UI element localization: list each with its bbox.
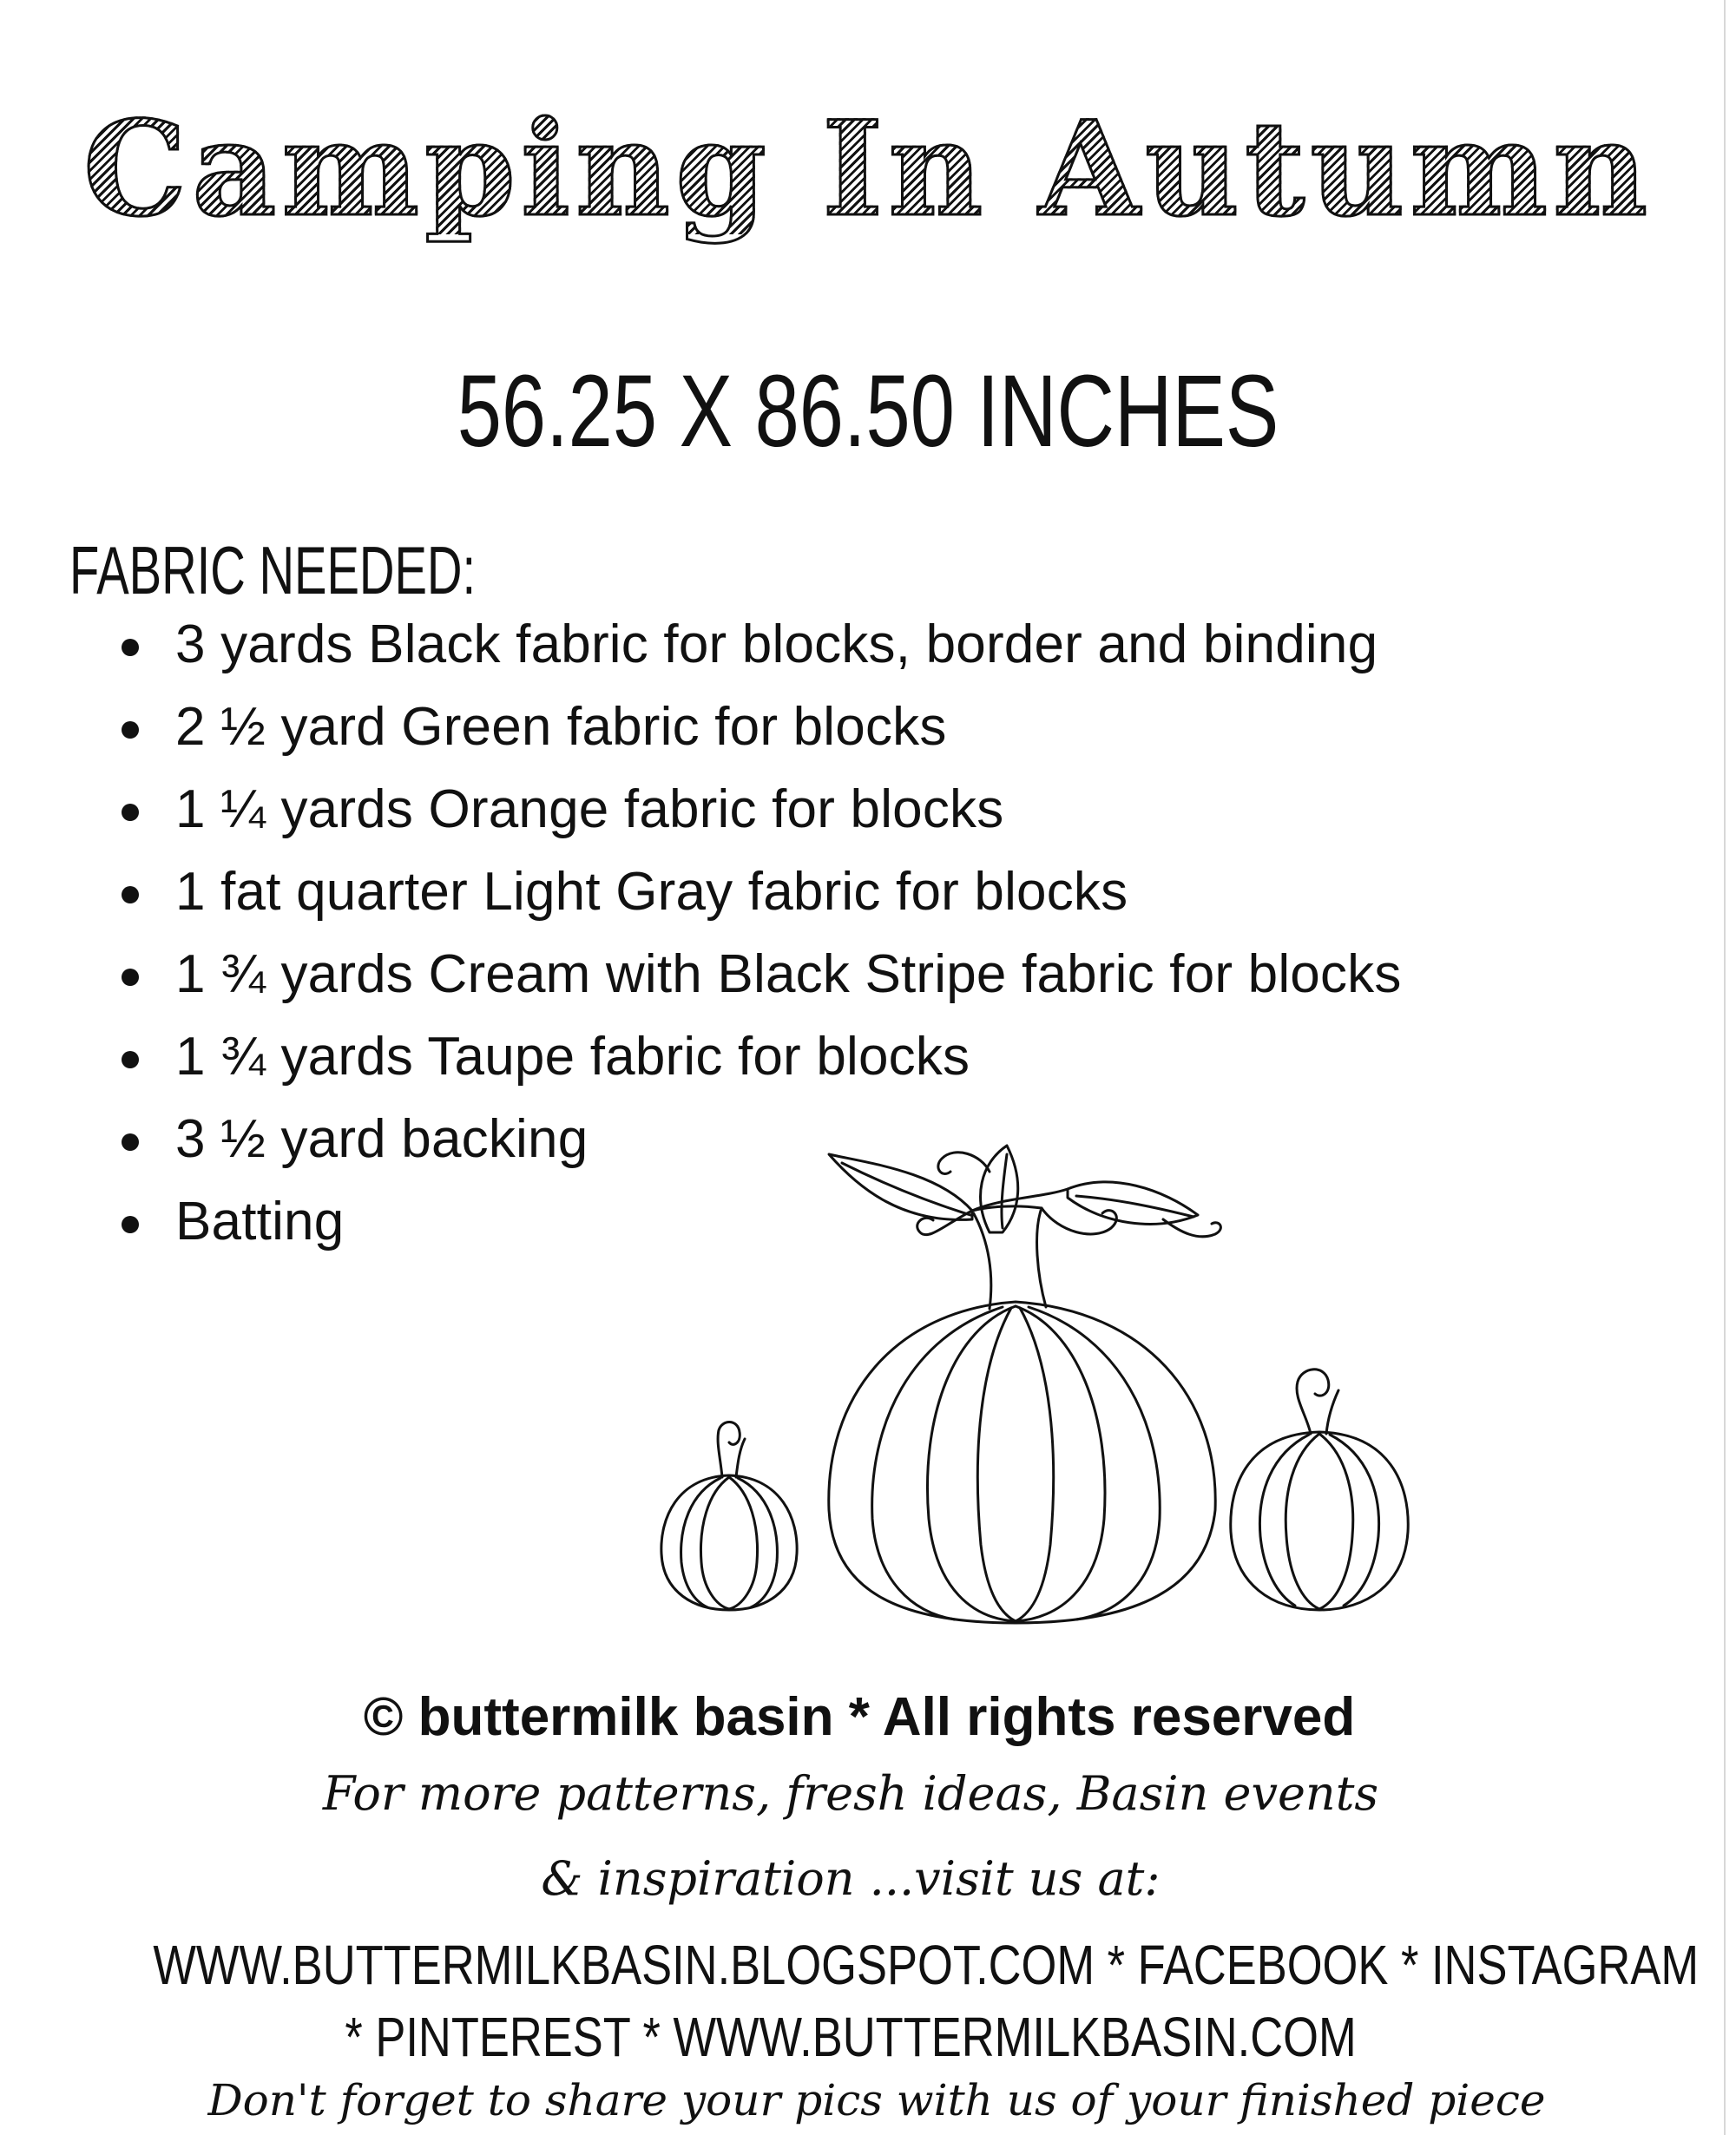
bullet-icon bbox=[122, 639, 139, 656]
small-pumpkin-icon bbox=[1231, 1370, 1408, 1610]
social-links: WWW.BUTTERMILKBASIN.BLOGSPOT.COM * FACEBOOK * INSTAGRAM bbox=[153, 1934, 1700, 1996]
fabric-list-item bbox=[122, 697, 1402, 783]
fabric-list-item bbox=[122, 862, 1402, 948]
copyright-notice: © buttermilk basin * All rights reserved bbox=[363, 1687, 1356, 1747]
fabric-list-item bbox=[122, 779, 1402, 865]
share-reminder: Don't forget to share your pics with us of your finished piece bbox=[207, 2075, 1546, 2125]
fabric-list-item bbox=[122, 1027, 1402, 1113]
fabric-item-text: 1 ¾ yards Cream with Black Stripe fabric for blocks bbox=[175, 944, 1402, 1004]
bullet-icon bbox=[122, 1133, 139, 1151]
fabric-item-text: 1 ¼ yards Orange fabric for blocks bbox=[175, 779, 1004, 839]
social-links: * PINTEREST * WWW.BUTTERMILKBASIN.COM bbox=[345, 2006, 1357, 2068]
promo-line: For more patterns, fresh ideas, Basin events bbox=[322, 1766, 1379, 1821]
page-title: Camping In Autumn bbox=[0, 104, 1736, 234]
fabric-item-text: 3 yards Black fabric for blocks, border and binding bbox=[175, 614, 1378, 674]
fabric-list-item bbox=[122, 614, 1402, 700]
fabric-list-item bbox=[122, 944, 1402, 1030]
bullet-icon bbox=[122, 886, 139, 903]
fabric-item-text: 3 ½ yard backing bbox=[175, 1109, 589, 1169]
quilt-dimensions: 56.25 X 86.50 INCHES bbox=[457, 354, 1279, 469]
bullet-icon bbox=[122, 969, 139, 986]
fabric-item-text: 1 fat quarter Light Gray fabric for blocks bbox=[175, 862, 1128, 922]
bullet-icon bbox=[122, 1216, 139, 1233]
small-pumpkin-icon bbox=[661, 1422, 797, 1610]
fabric-item-text: 1 ¾ yards Taupe fabric for blocks bbox=[175, 1027, 970, 1087]
fabric-heading: FABRIC NEEDED: bbox=[69, 532, 477, 608]
scan-edge bbox=[1724, 0, 1726, 2135]
bullet-icon bbox=[122, 721, 139, 739]
bullet-icon bbox=[122, 1051, 139, 1068]
bullet-icon bbox=[122, 804, 139, 821]
pumpkins-illustration-icon bbox=[608, 1137, 1441, 1640]
fabric-item-text: 2 ½ yard Green fabric for blocks bbox=[175, 697, 947, 757]
promo-line: & inspiration ...visit us at: bbox=[541, 1851, 1161, 1906]
fabric-item-text: Batting bbox=[175, 1192, 345, 1251]
large-pumpkin-icon bbox=[829, 1146, 1221, 1623]
